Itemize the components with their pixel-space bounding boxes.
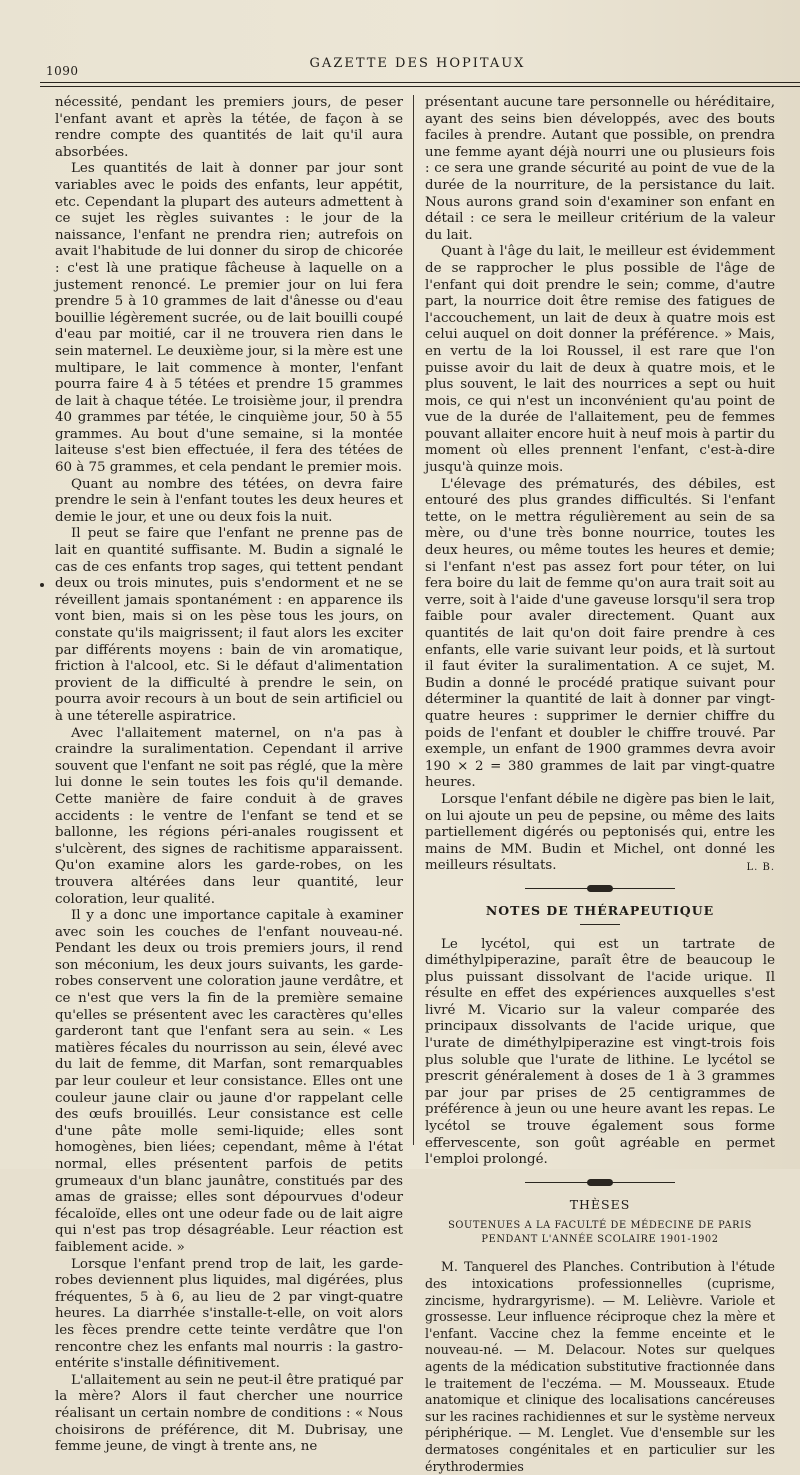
left-column	[55, 95, 403, 1456]
theses-subtitle-line: SOUTENUES A LA FACULTÉ DE MÉDECINE DE PARIS	[448, 1220, 752, 1232]
paragraph-text: Lorsque l'enfant débile ne digère pas bien le lait, on lui ajoute un peu de pepsine, ou même des laits partiellement digérés ou peptonisés qui, entre les mains de MM. Budin et Michel, ont donné les meilleurs résultats.	[425, 791, 775, 874]
page-header	[40, 56, 795, 80]
paragraph: Avec l'allaitement maternel, on n'a pas à craindre la suralimentation. Cependant il arrive souvent que l'enfant ne soit pas réglé, que la mère lui donne le sein toutes les fois qu'il demande. Cette manière de faire conduit à de graves accidents : le ventre de l'enfant se tend et se ballonne, les régions péri-anales rougissent et s'ulcèrent, des signes de rachitisme apparaissent. Qu'on examine alors les garde-robes, on les trouvera altérées dans leur quantité, leur coloration, leur qualité.	[55, 725, 403, 907]
paragraph: Il peut se faire que l'enfant ne prenne pas de lait en quantité suffisante. M. Budin a signalé le cas de ces enfants trop sages, qui tettent pendant deux ou trois minutes, puis s'endorment et ne se réveillent jamais spontanément : en apparence ils vont bien, mais si on les pèse tous les jours, on constate qu'ils maigrissent; il faut alors les exciter par différents moyens : bain de vin aromatique, friction à l'alcool, etc. Si le défaut d'alimentation provient de la difficulté à prendre le sein, on pourra avoir recours à un bout de sein artificiel ou à une téterelle aspiratrice.	[55, 526, 403, 724]
page-number: 1090	[46, 64, 79, 78]
paragraph: Lorsque l'enfant prend trop de lait, les garde-robes deviennent plus liquides, mal digérées, plus fréquentes, 5 à 6, au lieu de 2 par vingt-quatre heures. La diarrhée s'installe-t-elle, on voit alors les fèces prendre cette teinte verdâtre que l'on rencontre chez les enfants mal nourris : la gastro-entérite s'installe définitivement.	[55, 1256, 403, 1372]
section-separator	[525, 885, 675, 893]
paragraph: Quant au nombre des tétées, on devra faire prendre le sein à l'enfant toutes les deux heures et demie le jour, et une ou deux fois la nuit.	[55, 476, 403, 525]
therapeutique-title: NOTES DE THÉRAPEUTIQUE	[485, 902, 715, 918]
therapeutique-text: Le lycétol, qui est un tartrate de diméthylpiperazine, paraît être de beaucoup le plus puissant dissolvant de l'acide urique. Il résulte en effet des expériences auxquelles s'est livré M. Vicario sur la valeur comparée des principaux dissolvants de l'acide urique, que l'urate de diméthylpiperazine est vingt-trois fois plus soluble que l'urate de lithine. Le lycétol se prescrit généralement à doses de 1 à 3 grammes par jour par prises de 25 centigrammes de préférence à jeun ou une heure avant les repas. Le lycétol se trouve également sous forme effervescente, son goût agréable en permet l'emploi prolongé.	[425, 936, 775, 1168]
paragraph-with-signature	[425, 792, 775, 875]
column-divider	[413, 95, 414, 1145]
journal-title: GAZETTE DES HOPITAUX	[309, 56, 526, 71]
paragraph: Quant à l'âge du lait, le meilleur est évidemment de se rapprocher le plus possible de l'âge de l'enfant qui doit prendre le sein; comme, d'autre part, la nourrice doit être remise des fatigues de l'accouchement, un lait de deux à quatre mois est celui auquel on doit donner la préférence. » Mais, en vertu de la loi Roussel, il est rare que l'on puisse avoir du lait de deux à quatre mois, et le plus souvent, le lait des nourrices a sept ou huit mois, ce qui n'est un inconvénient qu'au point de vue de la durée de l'allaitement, peu de femmes pouvant allaiter encore huit à neuf mois à partir du moment où elles prennent l'enfant, c'est-à-dire jusqu'à quinze mois.	[425, 244, 775, 476]
paragraph: Les quantités de lait à donner par jour sont variables avec le poids des enfants, leur appétit, etc. Cependant la plupart des auteurs admettent à ce sujet les règles suivantes : le jour de la naissance, l'enfant ne prendra rien; autrefois on avait l'habitude de lui donner du sirop de chicorée : c'est là une pratique fâcheuse à laquelle on a justement renoncé. Le premier jour on lui fera prendre 5 à 10 grammes de lait d'ânesse ou d'eau bouillie légèrement sucrée, ou de lait bouilli coupé d'eau par moitié, car il ne trouvera rien dans le sein maternel. Le deuxième jour, si la mère est une multipare, le lait commence à monter, l'enfant pourra faire 4 à 5 tétées et prendre 15 grammes de lait à chaque tétée. Le troisième jour, il prendra 40 grammes par tétée, le cinquième jour, 50 à 55 grammes. Au bout d'une semaine, si la montée laiteuse s'est bien effectuée, il fera des tétées de 60 à 75 grammes, et cela pendant le premier mois.	[55, 161, 403, 476]
header-rule-bottom	[40, 86, 800, 87]
theses-title: THÈSES	[569, 1196, 631, 1212]
margin-mark	[40, 583, 44, 587]
paragraph: présentant aucune tare personnelle ou héréditaire, ayant des seins bien développés, avec des bouts faciles à prendre. Autant que possible, on prendra une femme ayant déjà nourri une ou plusieurs fois : ce sera une grande sécurité au point de vue de la durée de la nourriture, de la persistance du lait. Nous aurons grand soin d'examiner son enfant en détail : ce sera le meilleur critérium de la valeur du lait.	[425, 95, 775, 243]
title-underline	[580, 924, 620, 925]
paragraph: nécessité, pendant les premiers jours, de peser l'enfant avant et après la tétée, de façon à se rendre compte des quantités de lait qu'il aura absorbées.	[55, 95, 403, 160]
theses-subtitle	[425, 1219, 775, 1247]
theses-subtitle-line: PENDANT L'ANNÉE SCOLAIRE 1901-1902	[481, 1234, 719, 1246]
section-separator	[525, 1179, 675, 1187]
paragraph: Il y a donc une importance capitale à examiner avec soin les couches de l'enfant nouveau-né. Pendant les deux ou trois premiers jours, il rend son méconium, les deux jours suivants, les garde-robes conservent une coloration jaune verdâtre, et ce n'est que vers la fin de la première semaine qu'elles se présentent avec les caractères qu'elles garderont tant que l'enfant sera au sein. « Les matières fécales du nourrisson au sein, élevé avec du lait de femme, dit Marfan, sont remarquables par leur couleur et leur consistance. Elles ont une couleur jaune clair ou jaune d'or rappelant celle des œufs brouillés. Leur consistance est celle d'une pâte molle semi-liquide; elles sont homogènes, bien liées; cependant, même à l'état normal, elles présentent parfois de petits grumeaux d'un blanc jaunâtre, constitués par des amas de graisse; elles sont dépourvues d'odeur fécaloïde, elles ont une odeur fade ou de lait aigre qui n'est pas trop désagréable. Leur réaction est faiblement acide. »	[55, 908, 403, 1255]
paragraph: L'allaitement au sein ne peut-il être pratiqué par la mère? Alors il faut chercher une nourrice réalisant un certain nombre de conditions : « Nous choisirons de préférence, dit M. Dubrisay, une femme jeune, de vingt à trente ans, ne	[55, 1372, 403, 1455]
right-column	[425, 95, 775, 1475]
theses-list: M. Tanquerel des Planches. Contribution à l'étude des intoxications professionnelles (cuprisme, zincisme, hydrargyrisme). — M. Lelièvre. Variole et grossesse. Leur influence réciproque chez la mère et l'enfant. Vaccine chez la femme enceinte et le nouveau-né. — M. Delacour. Notes sur quelques agents de la médication substitutive fractionnée dans le traitement de l'eczéma. — M. Mousseaux. Etude anatomique et clinique des localisations cancéreuses sur les racines rachidiennes et sur le système nerveux périphérique. — M. Lenglet. Vue d'ensemble sur les dermatoses congénitales et en particulier sur les érythrodermies	[425, 1259, 775, 1474]
author-initials: L. B.	[746, 862, 775, 874]
header-rule-top	[40, 82, 800, 83]
paragraph: L'élevage des prématurés, des débiles, est entouré des plus grandes difficultés. Si l'enfant tette, on le mettra régulièrement au sein de sa mère, ou d'une très bonne nourrice, toutes les deux heures, ou même toutes les heures et demie; si l'enfant n'est pas assez fort pour téter, on lui fera boire du lait de femme qu'on aura trait soit au verre, soit à l'aide d'une gaveuse lorsqu'il sera trop faible pour avaler directement. Quant aux quantités de lait qu'on doit faire prendre à ces enfants, elle varie suivant leur poids, et là surtout il faut éviter la suralimentation. A ce sujet, M. Budin a donné le procédé pratique suivant pour déterminer la quantité de lait à donner par vingt-quatre heures : supprimer le dernier chiffre du poids de l'enfant et doubler le chiffre trouvé. Par exemple, un enfant de 1900 grammes devra avoir 190 × 2 = 380 grammes de lait par vingt-quatre heures.	[425, 476, 775, 791]
